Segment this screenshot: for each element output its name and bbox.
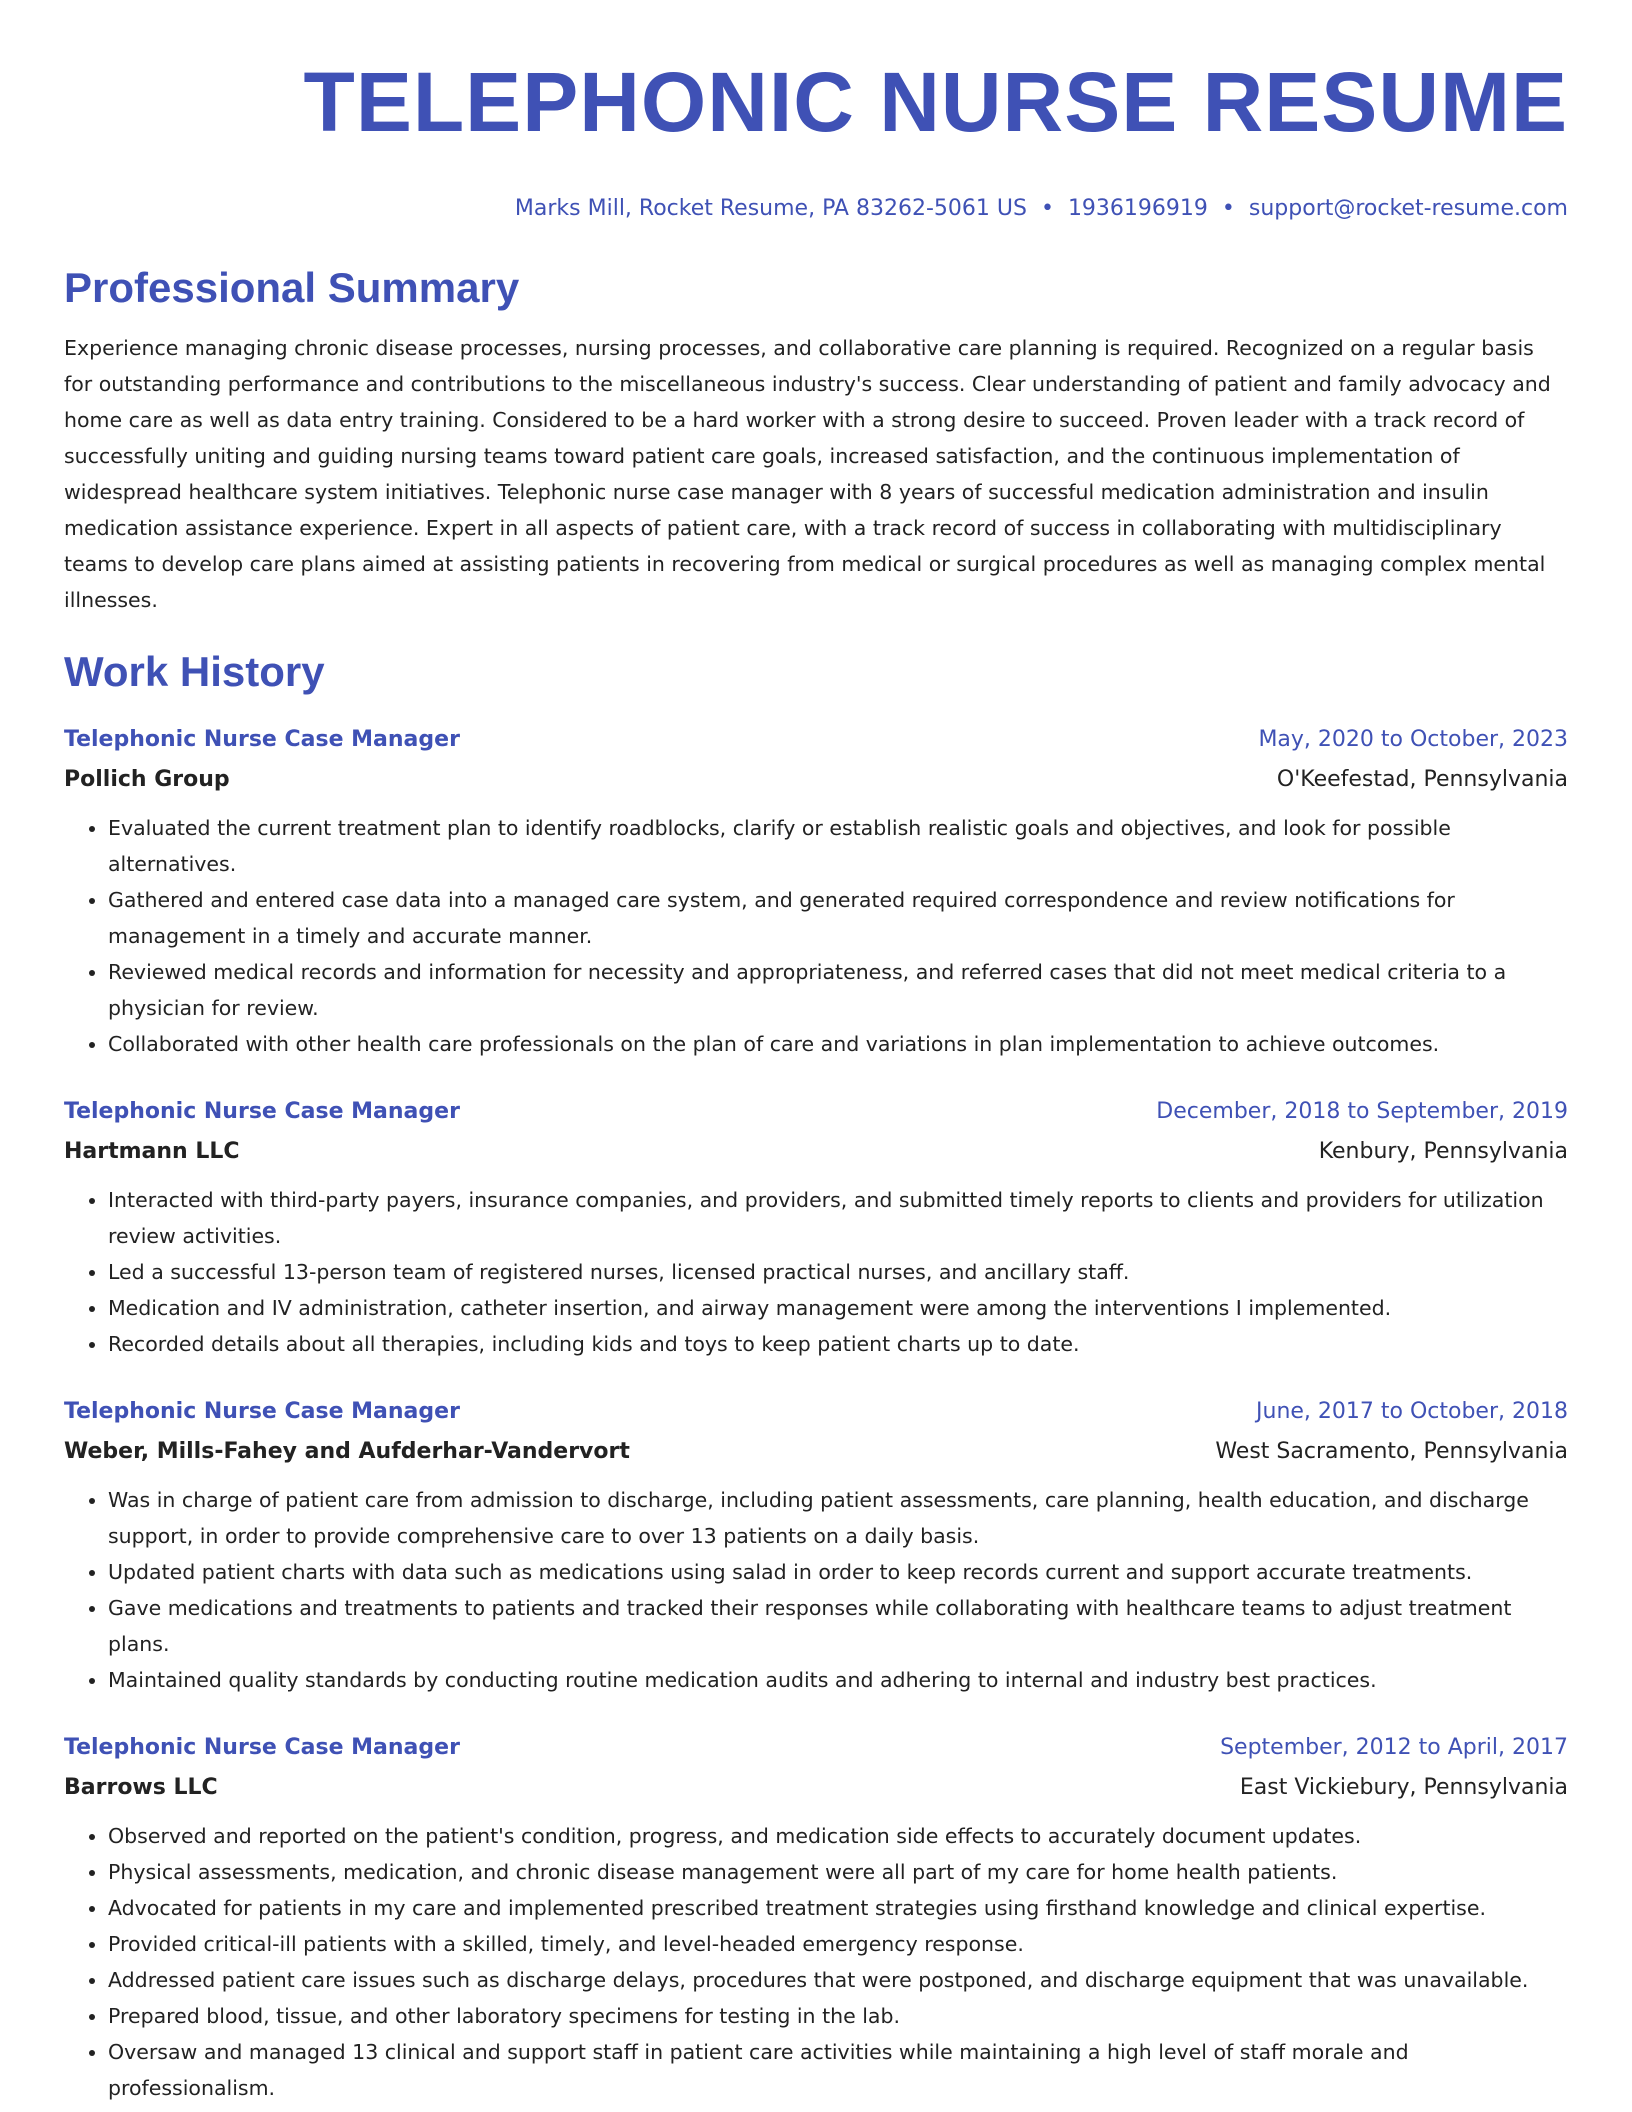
- job-title: Telephonic Nurse Case Manager: [64, 1099, 460, 1124]
- job-bullet: • Oversaw and managed 13 clinical and support staff in patient care activities while maintaining a high level of staff morale and professionalism.: [108, 2034, 1568, 2106]
- job-bullet: • Gave medications and treatments to patients and tracked their responses while collaborating with healthcare teams to adjust treatment plans.: [108, 1590, 1568, 1662]
- job-bullet: • Evaluated the current treatment plan to identify roadblocks, clarify or establish realistic goals and objectives, and look for possible alternatives.: [108, 810, 1568, 882]
- job-bullet: • Provided critical-ill patients with a skilled, timely, and level-headed emergency response.: [108, 1926, 1568, 1962]
- job-company: Hartmann LLC: [64, 1139, 240, 1164]
- resume-name: TELEPHONIC NURSE RESUME: [303, 55, 1568, 149]
- job-entry: [64, 720, 1568, 1062]
- job-company: Pollich Group: [64, 767, 230, 792]
- contact-email[interactable]: support@rocket-resume.com: [1248, 196, 1568, 221]
- contact-line: [64, 194, 1568, 224]
- job-title: Telephonic Nurse Case Manager: [64, 1399, 460, 1424]
- job-bullet: • Collaborated with other health care professionals on the plan of care and variations in plan implementation to achieve outcomes.: [108, 1026, 1568, 1062]
- job-bullet: • Physical assessments, medication, and chronic disease management were all part of my care for home health patients.: [108, 1854, 1568, 1890]
- work-history-list: [64, 720, 1568, 2106]
- job-bullets: [64, 810, 1568, 1062]
- job-location: East Vickiebury, Pennsylvania: [1239, 1775, 1568, 1800]
- job-bullet: • Recorded details about all therapies, including kids and toys to keep patient charts up to date.: [108, 1326, 1568, 1362]
- contact-phone[interactable]: 1936196919: [1067, 196, 1208, 221]
- job-bullet: • Observed and reported on the patient's condition, progress, and medication side effects to accurately document updates.: [108, 1818, 1568, 1854]
- job-dates: December, 2018 to September, 2019: [1156, 1099, 1568, 1124]
- job-bullet: • Advocated for patients in my care and implemented prescribed treatment strategies using firsthand knowledge and clinical expertise.: [108, 1890, 1568, 1926]
- job-bullet: • Reviewed medical records and information for necessity and appropriateness, and referred cases that did not meet medical criteria to a physician for review.: [108, 954, 1568, 1026]
- job-title: Telephonic Nurse Case Manager: [64, 727, 460, 752]
- contact-separator: •: [1221, 196, 1235, 221]
- job-bullet: • Gathered and entered case data into a managed care system, and generated required correspondence and review notifications for management in a timely and accurate manner.: [108, 882, 1568, 954]
- job-dates: May, 2020 to October, 2023: [1258, 727, 1568, 752]
- summary-text: Experience managing chronic disease processes, nursing processes, and collaborative care planning is required. Recognized on a regular basis for outstanding performance and contributions to the miscellaneous industry's success. Clear understanding of patient and family advocacy and home care as well as data entry training. Considered to be a hard worker with a strong desire to succeed. Proven leader with a track record of successfully uniting and guiding nursing teams toward patient care goals, increased satisfaction, and the continuous implementation of widespread healthcare system initiatives. Telephonic nurse case manager with 8 years of successful medication administration and insulin medication assistance experience. Expert in all aspects of patient care, with a track record of success in collaborating with multidisciplinary teams to develop care plans aimed at assisting patients in recovering from medical or surgical procedures as well as managing complex mental illnesses.: [64, 336, 1551, 612]
- job-bullet: • Led a successful 13-person team of registered nurses, licensed practical nurses, and ancillary staff.: [108, 1254, 1568, 1290]
- contact-address: Marks Mill, Rocket Resume, PA 83262-5061 US: [514, 196, 1027, 221]
- job-bullet: • Updated patient charts with data such as medications using salad in order to keep records current and support accurate treatments.: [108, 1554, 1568, 1590]
- job-bullet: • Was in charge of patient care from admission to discharge, including patient assessments, care planning, health education, and discharge support, in order to provide comprehensive care to over 13 patients on a daily basis.: [108, 1482, 1568, 1554]
- job-bullets: [64, 1482, 1568, 1698]
- contact-separator: •: [1040, 196, 1054, 221]
- job-bullet: • Maintained quality standards by conducting routine medication audits and adhering to internal and industry best practices.: [108, 1662, 1568, 1698]
- job-bullet: • Prepared blood, tissue, and other laboratory specimens for testing in the lab.: [108, 1998, 1568, 2034]
- job-company: Barrows LLC: [64, 1775, 218, 1800]
- job-location: Kenbury, Pennsylvania: [1318, 1139, 1568, 1164]
- resume-page: [64, 0, 1568, 2106]
- job-location: O'Keefestad, Pennsylvania: [1276, 767, 1568, 792]
- resume-header: [64, 0, 1568, 224]
- job-title: Telephonic Nurse Case Manager: [64, 1735, 460, 1760]
- job-bullet: • Medication and IV administration, catheter insertion, and airway management were among the interventions I implemented.: [108, 1290, 1568, 1326]
- job-location: West Sacramento, Pennsylvania: [1215, 1439, 1568, 1464]
- job-company: Weber, Mills-Fahey and Aufderhar-Vandervort: [64, 1439, 630, 1464]
- job-entry: [64, 1392, 1568, 1698]
- job-bullet: • Interacted with third-party payers, insurance companies, and providers, and submitted timely reports to clients and providers for utilization review activities.: [108, 1182, 1568, 1254]
- job-dates: June, 2017 to October, 2018: [1256, 1399, 1568, 1424]
- job-entry: [64, 1728, 1568, 2106]
- job-bullet: • Addressed patient care issues such as discharge delays, procedures that were postponed, and discharge equipment that was unavailable.: [108, 1962, 1568, 1998]
- job-dates: September, 2012 to April, 2017: [1220, 1735, 1568, 1760]
- job-bullets: [64, 1182, 1568, 1362]
- job-entry: [64, 1092, 1568, 1362]
- job-bullets: [64, 1818, 1568, 2106]
- work-history-heading: Work History: [64, 648, 325, 695]
- summary-heading: Professional Summary: [64, 264, 520, 311]
